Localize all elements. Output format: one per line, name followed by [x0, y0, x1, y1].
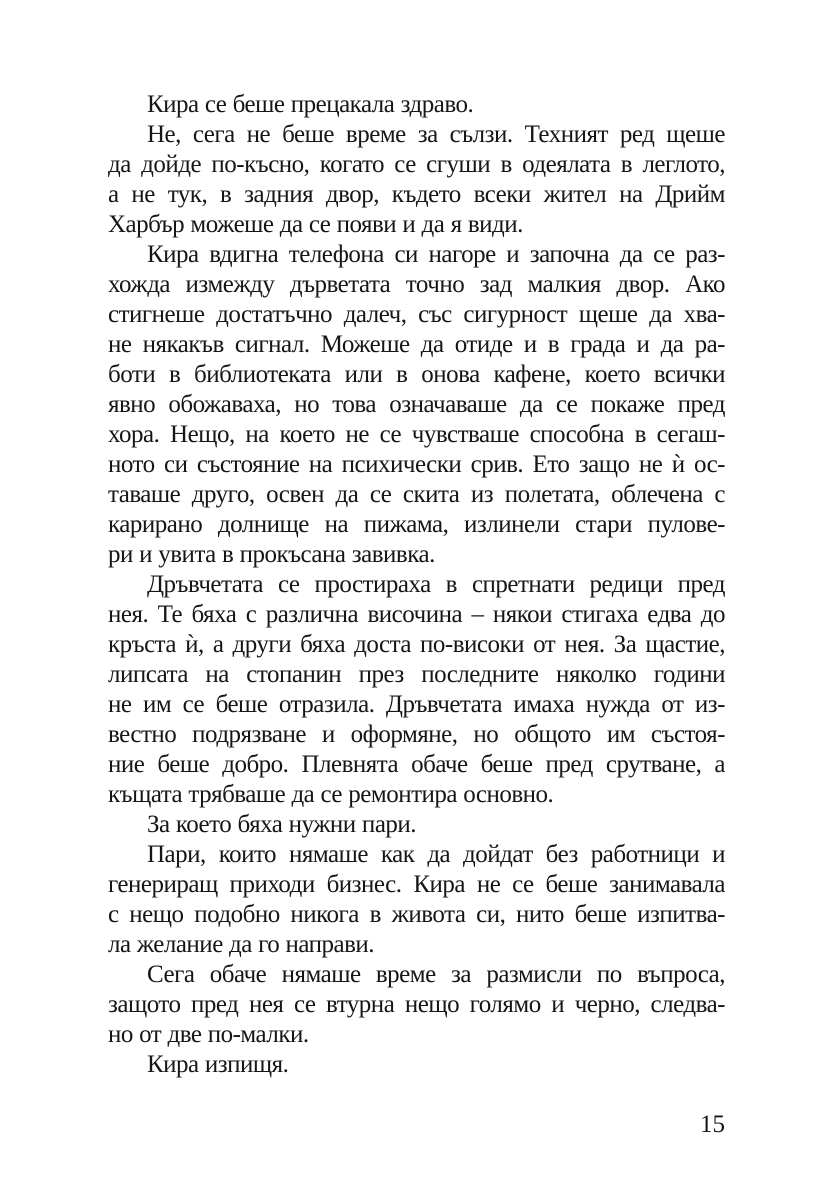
- text-line: нея. Те бяха с различна височина – някои стигаха едва до: [108, 601, 725, 628]
- text-line: таваше друго, освен да се скита из полетата, облечена с: [108, 481, 725, 508]
- text-line: ла желание да го направи.: [108, 931, 375, 958]
- text-line: стигнеше достатъчно далеч, със сигурност щеше да хва-: [108, 301, 725, 328]
- text-line: Кира изпищя.: [147, 1051, 289, 1078]
- text-line: с нещо подобно никога в живота си, нито беше изпитва-: [108, 901, 725, 928]
- text-line: генериращ приходи бизнес. Кира не се беше занимавала: [108, 871, 725, 898]
- text-line: Пари, които нямаше как да дойдат без работници и: [147, 841, 725, 868]
- page-number: 15: [700, 1111, 725, 1138]
- text-line: ние беше добро. Плевнята обаче беше пред срутване, а: [108, 751, 725, 778]
- text-line: боти в библиотеката или в онова кафене, което всички: [108, 361, 725, 388]
- text-line: не някакъв сигнал. Можеше да отиде и в града и да ра-: [108, 331, 725, 358]
- text-line: Сега обаче нямаше време за размисли по въпроса,: [147, 961, 725, 988]
- text-line: защото пред нея се втурна нещо голямо и черно, следва-: [108, 991, 725, 1018]
- body-text: [108, 90, 725, 1080]
- text-line: хора. Нещо, на което не се чувстваше способна в сегаш-: [108, 421, 725, 448]
- text-line: Кира се беше прецакала здраво.: [147, 91, 474, 118]
- text-line: хожда измежду дърветата точно зад малкия двор. Ако: [108, 271, 725, 298]
- text-line: липсата на стопанин през последните няколко години: [108, 661, 725, 688]
- text-line: Кира вдигна телефона си нагоре и започна да се раз-: [147, 241, 725, 268]
- text-line: не им се беше отразила. Дръвчетата имаха нужда от из-: [108, 691, 725, 718]
- text-line: но от две по-малки.: [108, 1021, 309, 1048]
- text-line: да дойде по-късно, когато се сгуши в одеялата в леглото,: [108, 151, 725, 178]
- text-line: Дръвчетата се простираха в спретнати редици пред: [147, 571, 725, 598]
- text-line: Не, сега не беше време за сълзи. Техният ред щеше: [147, 121, 725, 148]
- text-line: Харбър можеше да се появи и да я види.: [108, 211, 523, 238]
- text-line: ри и увита в прокъсана завивка.: [108, 541, 435, 568]
- text-line: а не тук, в задния двор, където всеки жител на Дрийм: [108, 181, 725, 208]
- text-line: явно обожаваха, но това означаваше да се покаже пред: [108, 391, 725, 418]
- text-line: вестно подрязване и оформяне, но общото им състоя-: [108, 721, 725, 748]
- text-line: къщата трябваше да се ремонтира основно.: [108, 781, 554, 808]
- text-line: карирано долнище на пижама, излинели стари пулове-: [108, 511, 725, 538]
- text-line: За което бяха нужни пари.: [147, 811, 417, 838]
- text-line: ното си състояние на психически срив. Ето защо не ѝ ос-: [108, 451, 725, 478]
- text-line: кръста ѝ, а други бяха доста по-високи от нея. За щастие,: [108, 631, 725, 658]
